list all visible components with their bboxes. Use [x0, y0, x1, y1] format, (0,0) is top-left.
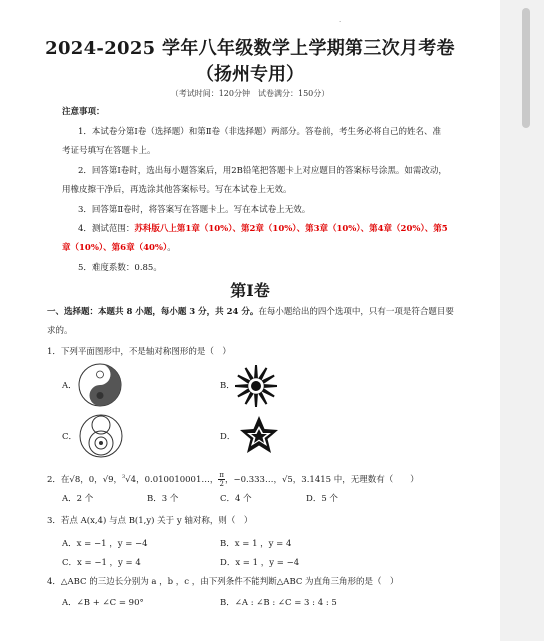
- q2-root-index: 3: [122, 474, 126, 480]
- q2-stem-c: ，: [113, 474, 123, 485]
- note-3: 3．回答第Ⅱ卷时，将答案写在答题卡上。写在本试卷上无效。: [78, 205, 311, 215]
- q1-option-a-label: A．: [62, 381, 77, 391]
- page-mark: ·: [339, 18, 342, 26]
- q2-sqrt9: 9: [108, 474, 114, 485]
- q2-cbrt4: 4: [130, 474, 137, 485]
- q3-option-d: D．x = 1 ，y = −4: [220, 558, 300, 568]
- doc-title: 2024-2025 学年八年级数学上学期第三次月考卷: [45, 38, 455, 59]
- viewer-scrollbar-thumb[interactable]: [522, 8, 530, 128]
- section-instructions: [47, 306, 454, 318]
- q2-stem-a: 2．在: [47, 474, 70, 485]
- q2-sqrt8: 8: [74, 474, 81, 485]
- q2-pi-fraction: [218, 471, 225, 488]
- q1-option-b-label: B．: [220, 381, 235, 391]
- q2-frac-den: 2: [219, 479, 224, 488]
- note-4a: [78, 223, 448, 235]
- note-4-prefix: 4．测试范围：: [78, 224, 135, 234]
- q2-stem-d: ，0.010010001…，: [136, 474, 219, 485]
- q1-option-b-figure: [233, 363, 279, 409]
- q2-option-d: D．5 个: [306, 494, 338, 504]
- section-instructions-cont: 求的。: [47, 326, 73, 336]
- q1-option-a-figure: [77, 362, 123, 408]
- note-4b: [62, 242, 176, 254]
- q2-stem-b: ，0，: [80, 474, 103, 485]
- note-4-end: 。: [167, 243, 176, 253]
- q2-sqrt5: 5: [287, 474, 293, 485]
- section-instr-rest: 在每小题给出的四个选项中，只有一项是符合题目要: [258, 307, 454, 317]
- q3-option-c: C．x = −1 ，y = 4: [62, 558, 141, 568]
- notes-heading: 注意事项：: [62, 107, 105, 117]
- exam-info: （考试时间：120分钟 试卷满分：150分）: [170, 89, 330, 98]
- viewer-scrollbar-track[interactable]: [500, 0, 544, 641]
- q2-stem-f: ，3.1415 中，无理数有（ ）: [292, 474, 419, 485]
- q1-option-d-label: D．: [220, 432, 236, 442]
- note-2a: 2．回答第Ⅰ卷时，选出每小题答案后，用2B铅笔把答题卡上对应题目的答案标号涂黑。如需改动，: [78, 166, 447, 176]
- note-1a: 1．本试卷分第Ⅰ卷（选择题）和第Ⅱ卷（非选择题）两部分。答卷前，考生务必将自己的姓名、准: [78, 127, 442, 137]
- note-4-scope: 苏科版八上第1章（10%）、第2章（10%）、第3章（10%）、第4章（20%）、第5: [134, 224, 448, 234]
- q4-stem: 4．△ABC 的三边长分别为 a ，b ，c ，由下列条件不能判断△ABC 为直角三角形的是（ ）: [47, 577, 399, 587]
- q2-option-c: C．4 个: [220, 494, 252, 504]
- note-4-scope-cont: 章（10%）、第6章（40%）: [62, 243, 168, 253]
- section-instr-bold: 一、选择题：本题共 8 小题，每小题 3 分，共 24 分。: [47, 307, 259, 317]
- q1-stem: 1．下列平面图形中，不是轴对称图形的是（ ）: [47, 347, 231, 357]
- q3-stem: 3．若点 A(x,4) 与点 B(1,y) 关于 y 轴对称，则（ ）: [47, 516, 253, 526]
- q1-option-c-label: C．: [62, 432, 78, 442]
- q3-option-a: A．x = −1 ，y = −4: [62, 539, 148, 549]
- q4-option-b: B．∠A : ∠B : ∠C = 3 : 4 : 5: [220, 598, 337, 608]
- q3-option-b: B．x = 1 ，y = 4: [220, 539, 292, 549]
- doc-subtitle: （扬州专用）: [196, 64, 304, 85]
- q4-option-a: A．∠B + ∠C = 90°: [62, 598, 144, 608]
- note-5: 5．难度系数：0.85。: [78, 263, 162, 273]
- note-2b: 用橡皮擦干净后，再选涂其他答案标号。写在本试卷上无效。: [62, 185, 292, 195]
- q2-option-b: B．3 个: [147, 494, 179, 504]
- note-1b: 考证号填写在答题卡上。: [62, 146, 156, 156]
- q2-frac-num: π: [219, 470, 224, 479]
- q1-option-d-figure: [237, 414, 281, 458]
- q1-option-c-figure: [78, 413, 124, 459]
- q2-stem: 2．在√8，0，√9，$^3$√4，0.010010001…， $\frac{\pi}{2}$ ，−0.333…，√5，3.1415 中，无理数有（ ）: [47, 470, 419, 488]
- section-title: 第Ⅰ卷: [230, 281, 270, 300]
- q2-stem-e: ，−0.333…，: [224, 474, 282, 485]
- q2-option-a: A．2 个: [62, 494, 94, 504]
